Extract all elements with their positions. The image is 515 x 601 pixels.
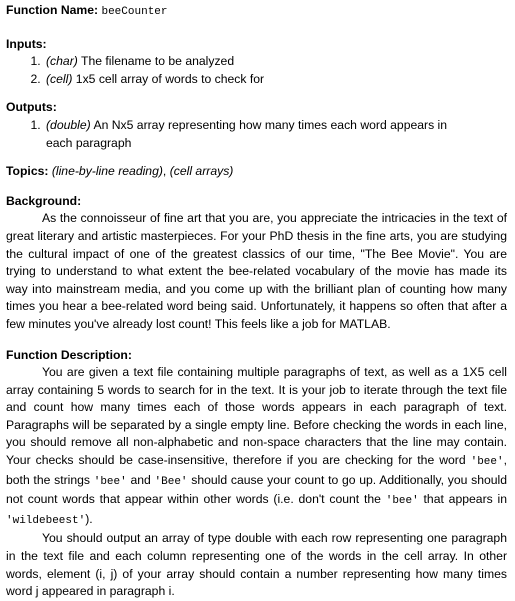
topics-line — [6, 163, 507, 181]
output-item-1 — [44, 117, 507, 152]
topics-label: Topics: — [6, 164, 49, 179]
input-1-text: The filename to be analyzed — [81, 54, 235, 69]
background-section — [6, 193, 507, 334]
topic-line-by-line: (line-by-line reading) — [51, 164, 163, 179]
outputs-section — [6, 99, 507, 152]
input-item-1 — [44, 53, 507, 71]
desc-p1-text-d: should cause your count to go up. Additionally, you should not count words that appear within other words (i.e. don't count the — [6, 472, 508, 507]
description-heading: Function Description: — [6, 347, 132, 362]
outputs-list — [6, 117, 507, 152]
outputs-heading: Outputs: — [6, 100, 57, 115]
topics-separator: , — [162, 164, 170, 179]
desc-p1-text-f: ). — [85, 511, 93, 526]
inputs-list — [6, 53, 507, 88]
inputs-heading: Inputs: — [6, 36, 47, 51]
input-item-2 — [44, 71, 507, 89]
code-bee-1: 'bee' — [470, 456, 504, 469]
input-1-type: (char) — [46, 54, 78, 69]
code-bee-2: 'bee' — [93, 475, 127, 488]
output-1-type: (double) — [46, 117, 91, 132]
topic-cell-arrays: (cell arrays) — [169, 164, 234, 179]
input-2-text: 1x5 cell array of words to check for — [75, 71, 265, 86]
desc-p1-text-e: that appears in — [418, 492, 508, 507]
desc-p1-text-a: You are given a text file containing multiple paragraphs of text, as well as a 1X5 cell array containing 5 words to search for in the text. It is your job to iterate through the text file and count how many times each of those words appears in each paragraph of text. Paragraphs will be separated by a single empty line. Before checking the words in each line, you should remove all non-alphabetic and non-space characters that the line may contain. Your checks should be case-insensitive, therefore if you are checking for the word — [6, 365, 507, 468]
code-bee-3: 'bee' — [385, 495, 419, 508]
function-name-line — [6, 2, 507, 22]
description-section — [6, 347, 507, 601]
description-paragraph-2: You should output an array of type double with each row representing one paragraph in the text file and each column representing one of the words in the cell array. In other words, element (i, j) of your array should contain a number representing how many times word j appeared in paragraph i. — [6, 531, 507, 599]
code-bee-capital: 'Bee' — [154, 475, 188, 488]
output-1-text: An Nx5 array representing how many times each word appears in each paragraph — [46, 117, 448, 150]
function-name-label: Function Name: — [6, 3, 99, 17]
background-heading: Background: — [6, 193, 82, 208]
input-2-type: (cell) — [46, 71, 73, 86]
background-paragraph: As the connoisseur of fine art that you are, you appreciate the intricacies in the text of great literary and artistic masterpieces. For your PhD thesis in the fine arts, you are studying the cultural impact of one of the greatest classics of our time, "The Bee Movie". You are trying to understand to what extent the bee-related vocabulary of the movie has made its way into mainstream media, and you come up with the brilliant plan of counting how many times you hear a bee-related word being said. Unfortunately, it happens so often that after a few minutes you've already lost count! This feels like a job for MATLAB. — [6, 211, 507, 331]
code-wildebeest: 'wildebeest' — [6, 514, 86, 527]
desc-p1-text-c: and — [126, 472, 155, 487]
function-name-value: beeCounter — [101, 6, 168, 18]
desc-p1-text-b: , both the strings — [6, 453, 507, 487]
inputs-section — [6, 36, 507, 89]
description-paragraph-1 — [6, 364, 507, 530]
